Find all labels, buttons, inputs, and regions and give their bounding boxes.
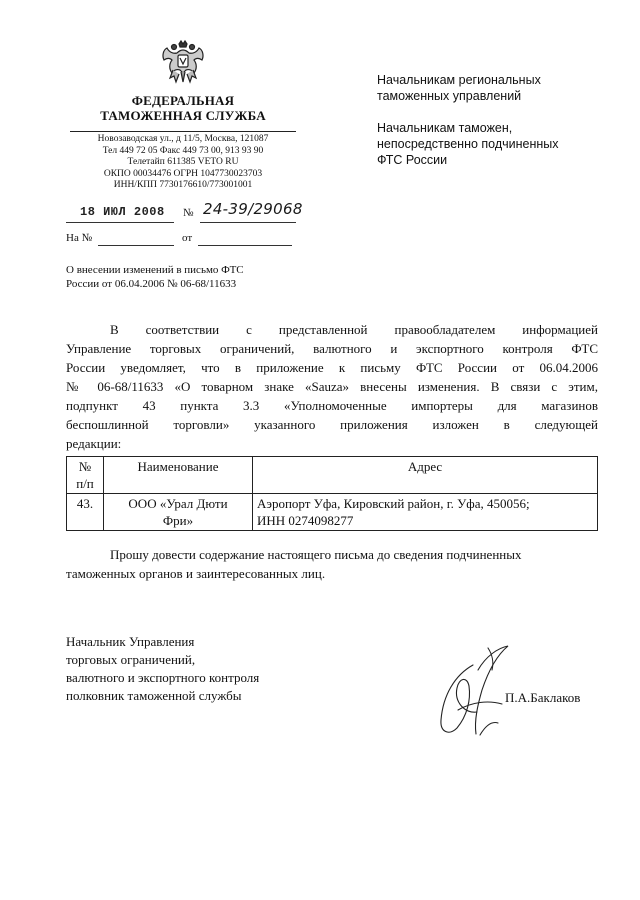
body-line: Управление торговых ограничений, валютного и экспортного контроля ФТС xyxy=(66,341,598,356)
number-underline xyxy=(200,222,296,223)
closing-line2: таможенных органов и заинтересованных лиц. xyxy=(66,566,326,581)
closing-paragraph xyxy=(66,545,598,583)
reference-from-label: от xyxy=(182,232,193,244)
row-address: Аэропорт Уфа, Кировский район, г. Уфа, 450056; ИНН 0274098277 xyxy=(253,494,598,531)
org-phone-fax: Тел 449 72 05 Факс 449 73 00, 913 93 90 xyxy=(102,145,264,156)
reference-date-line xyxy=(198,245,292,246)
body-line: беспошлинной торговли» указанного приложения изложен в следующей xyxy=(66,417,598,432)
org-inn-kpp: ИНН/КПП 7730176610/773001001 xyxy=(113,180,253,190)
signer-title-line4: полковник таможенной службы xyxy=(66,688,242,703)
signer-title-line3: валютного и экспортного контроля xyxy=(66,670,260,685)
body-line: № 06-68/11633 «О товарном знаке «Sauza» внесены изменения. В связи с этим, xyxy=(66,379,598,394)
org-name-line2: ТАМОЖЕННАЯ СЛУЖБА xyxy=(100,108,266,123)
letter-subject xyxy=(66,263,306,291)
closing-line1: Прошу довести содержание настоящего письма до сведения подчиненных xyxy=(110,547,522,562)
body-line: подпункт 43 пункта 3.3 «Уполномоченные импортеры для магазинов xyxy=(66,398,598,413)
table-row xyxy=(67,494,598,531)
signer-title-line2: торговых ограничений, xyxy=(66,652,196,667)
row-number: 43. xyxy=(67,494,104,531)
organization-name xyxy=(72,93,294,123)
subject-line1: О внесении изменений в письмо ФТС xyxy=(66,264,244,276)
org-okpo-ogrn: ОКПО 00034476 ОГРН 1047730023703 xyxy=(103,168,263,179)
recipient-line3: Начальникам таможен, xyxy=(377,121,513,135)
header-name: Наименование xyxy=(104,457,253,494)
reference-number-line xyxy=(98,245,174,246)
double-headed-eagle-emblem-icon xyxy=(159,38,207,90)
body-line: России уведомляет, что в приложение к письму ФТС России от 06.04.2006 xyxy=(66,360,598,375)
org-name-line1: ФЕДЕРАЛЬНАЯ xyxy=(131,93,235,108)
recipient-line2: таможенных управлений xyxy=(377,89,522,103)
number-label: № xyxy=(183,207,194,219)
organization-details xyxy=(70,134,296,192)
body-line: редакции: xyxy=(66,436,122,451)
letter-body xyxy=(66,320,598,453)
registration-number: 24-39/29068 xyxy=(203,200,303,218)
registration-date: 18 ИЮЛ 2008 xyxy=(80,205,165,219)
recipient-line5: ФТС России xyxy=(377,153,448,167)
date-underline xyxy=(66,222,174,223)
body-line: В соответствии с представленной правообладателем информацией xyxy=(110,322,598,337)
signer-name: П.А.Баклаков xyxy=(505,690,581,705)
org-teletype: Телетайп 611385 VETO RU xyxy=(127,157,239,167)
org-address: Новозаводская ул., д 11/5, Москва, 121087 xyxy=(97,134,269,144)
signer-title-line1: Начальник Управления xyxy=(66,634,195,649)
reference-label: На № xyxy=(66,232,93,244)
subject-line2: России от 06.04.2006 № 06-68/11633 xyxy=(66,278,237,290)
recipient-line1: Начальникам региональных xyxy=(377,73,541,87)
table-header-row xyxy=(67,457,598,494)
header-divider xyxy=(70,131,296,132)
signer-title xyxy=(66,633,326,705)
recipient-line4: непосредственно подчиненных xyxy=(377,137,559,151)
header-address: Адрес xyxy=(253,457,598,494)
recipients-block xyxy=(377,72,607,168)
header-number: № п/п xyxy=(67,457,104,494)
importers-table xyxy=(66,456,598,531)
row-name: ООО «Урал Дюти Фри» xyxy=(104,494,253,531)
